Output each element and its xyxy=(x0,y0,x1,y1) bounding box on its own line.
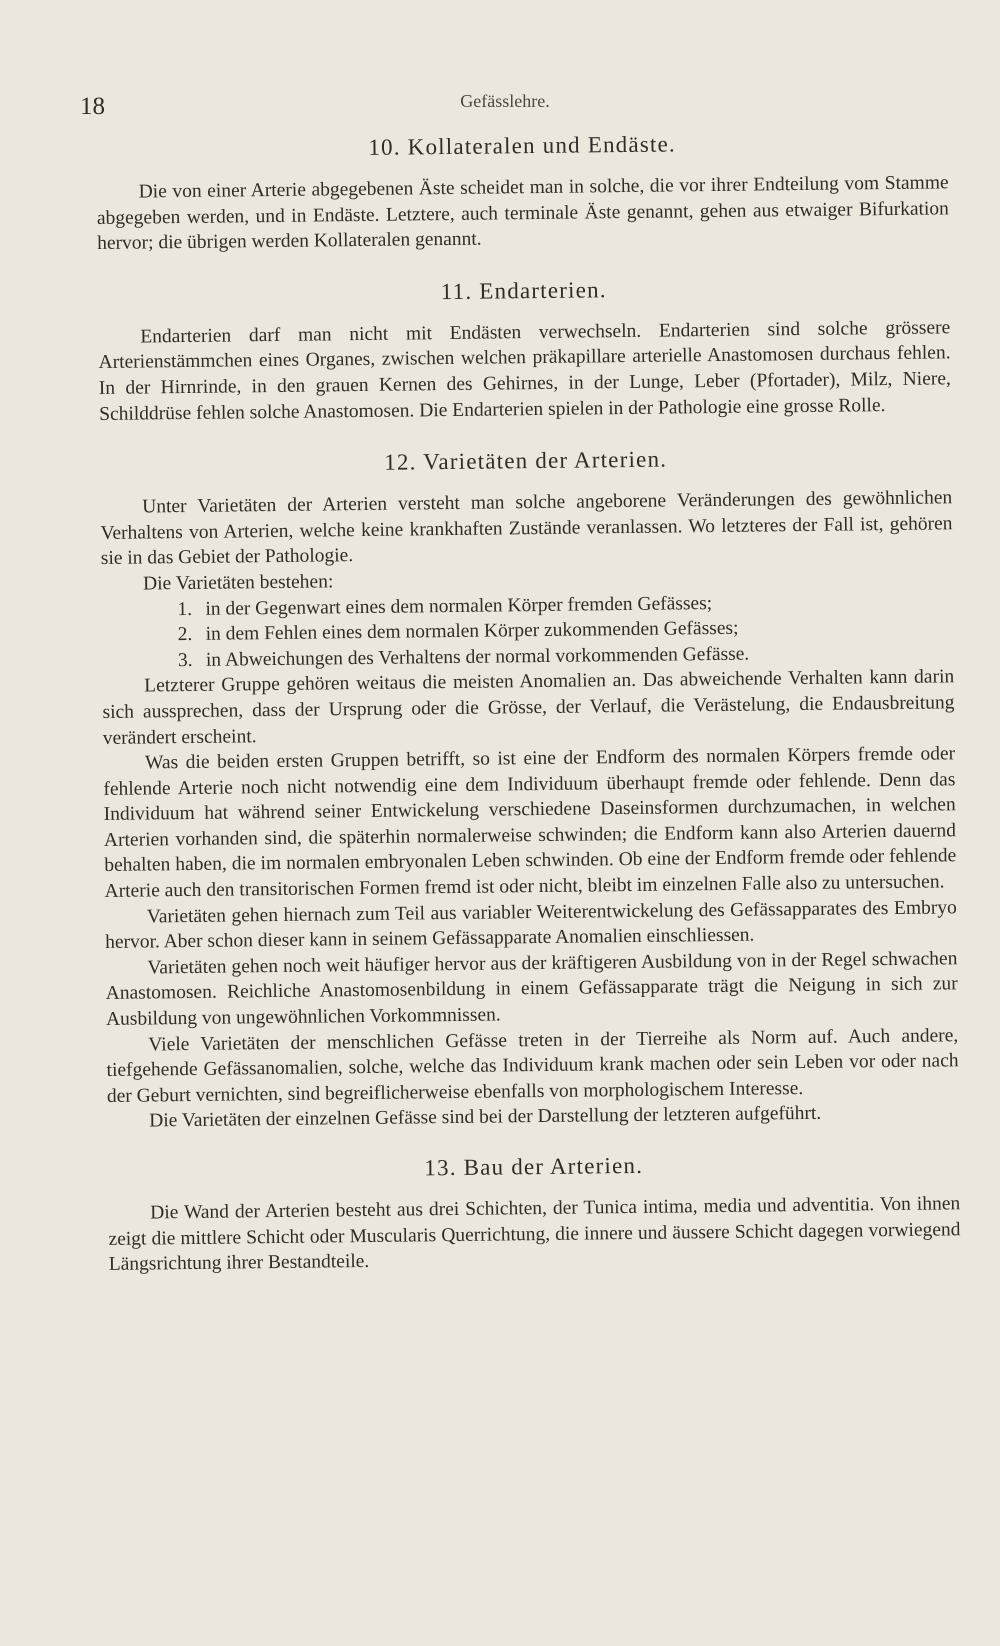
section-heading: 13. Bau der Arterien. xyxy=(424,1152,644,1181)
list-intro: Die Varietäten bestehen: xyxy=(142,571,334,595)
section-heading: 12. Varietäten der Arterien. xyxy=(384,446,668,475)
list-text: in Abweichungen des Verhaltens der normal vorkommenden Gefässe. xyxy=(205,643,750,671)
section-kollateralen xyxy=(96,126,949,256)
list-number: 1. xyxy=(177,598,193,620)
section-heading: 11. Endarterien. xyxy=(440,276,607,304)
paragraph: Varietäten gehen noch weit häufiger hervor aus der kräftigeren Ausbildung von in der Regel schwachen Anastomosen. Reichliche Anastomosenbildung in einem Gefässapparate trägt die Neigung in sich zur Ausbildung von ungewöhnlichen Vorkommnissen. xyxy=(105,948,958,1030)
paragraph: Die Varietäten der einzelnen Gefässe sind bei der Darstellung der letzteren aufgeführt. xyxy=(149,1103,822,1132)
paragraph: Letzterer Gruppe gehören weitaus die meisten Anomalien an. Das abweichende Verhalten kann darin sich aussprechen, dass der Ursprung oder die Grösse, der Verlauf, die Verästelung, die Endausbreitung verändert erscheint. xyxy=(102,666,955,749)
list-number: 3. xyxy=(177,649,193,671)
paragraph: Viele Varietäten der menschlichen Gefässe treten in der Tierreihe als Norm auf. Auch andere, tiefgehende Gefässanomalien, solche, welche das Individuum krank machen oder sein Leben vor oder nach der Geburt vernichten, sind begreiflicherweise ebenfalls von morphologischem Interesse. xyxy=(106,1024,959,1107)
paragraph: Varietäten gehen hiernach zum Teil aus variabler Weiterentwickelung des Gefässapparates des Embryo hervor. Aber schon dieser kann in seinem Gefässapparate Anomalien einschliessen. xyxy=(105,896,957,954)
running-head: Gefässlehre. xyxy=(460,91,550,111)
paragraph: Die Wand der Arterien besteht aus drei Schichten, der Tunica intima, media und adventitia. Von ihnen zeigt die mittlere Schicht oder Muscularis Querrichtung, die innere und äussere Schicht dagegen vorwiegend Längsrichtung ihrer Bestandteile. xyxy=(108,1193,961,1276)
list-text: in der Gegenwart eines dem normalen Körper fremden Gefässes; xyxy=(205,592,713,620)
paragraph: Endarterien darf man nicht mit Endästen verwechseln. Endarterien sind solche grössere Arterienstämmchen eines Organes, zwischen welchen präkapillare arterielle Anastomosen durchaus fehlen. In der Hirnrinde, in den grauen Kernen des Gehirnes, in der Lunge, Leber (Pfortader), Milz, Niere, Schilddrüse fehlen solche Anastomosen. Die Endarterien spielen in der Pathologie eine grosse Rolle. xyxy=(98,317,951,425)
paragraph: Was die beiden ersten Gruppen betrifft, so ist eine der Endform des normalen Körpers fremde oder fehlende Arterie noch nicht notwendig eine dem Individuum überhaupt fremde oder fehlende. Denn das Individuum hat während seiner Entwickelung verschiedene Daseinsformen durchzumachen, in welchen Arterien vorhanden sind, die späterhin normalerweise schwinden; die Endform kann also Arterien dauernd behalten haben, die im normalen embryonalen Leben schwinden. Ob eine der Endform fremde oder fehlende Arterie auch den transitorischen Formen fremd ist oder nicht, bleibt im einzelnen Falle also zu untersuchen. xyxy=(103,743,957,903)
list-number: 2. xyxy=(177,624,193,646)
section-varietaeten xyxy=(100,441,960,1134)
section-bau-der-arterien xyxy=(108,1147,961,1277)
section-endarterien xyxy=(98,271,952,427)
paragraph: Die von einer Arterie abgegebenen Äste scheidet man in solche, die vor ihrer Endteilung vom Stamme abgegeben werden, und in Endäste. Letztere, auch terminale Äste genannt, gehen aus etwaiger Bifurkation hervor; die übrigen werden Kollateralen genannt. xyxy=(96,172,949,255)
varieties-list xyxy=(101,588,954,674)
list-text: in dem Fehlen eines dem normalen Körper zukommenden Gefässes; xyxy=(205,617,739,645)
page-number: 18 xyxy=(80,93,105,120)
section-heading: 10. Kollateralen und Endäste. xyxy=(368,131,677,160)
paragraph: Unter Varietäten der Arterien versteht man solche angeborene Veränderungen des gewöhnlichen Verhaltens von Arterien, welche keine krankhaften Zustände veranlassen. Wo letzteres der Fall ist, gehören sie in das Gebiet der Pathologie. xyxy=(100,487,953,570)
text-body xyxy=(96,126,961,1277)
